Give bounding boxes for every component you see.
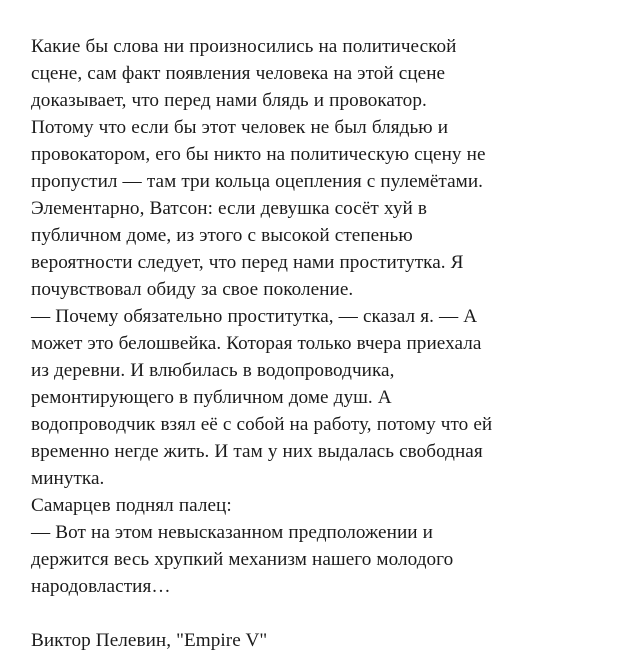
quote-line: публичном доме, из этого с высокой степенью [31, 225, 413, 246]
quote-line: — Вот на этом невысказанном предположении и [31, 522, 433, 543]
quote-line: — Почему обязательно проститутка, — сказал я. — А [31, 306, 478, 327]
quote-line: Потому что если бы этот человек не был блядью и [31, 117, 449, 138]
quote-line: сцене, сам факт появления человека на этой сцене [31, 63, 446, 84]
quote-line: может это белошвейка. Которая только вчера приехала [31, 333, 482, 354]
quote-text-block [31, 33, 616, 654]
quote-line: водопроводчик взял её с собой на работу, потому что ей [31, 414, 493, 435]
quote-line: временно негде жить. И там у них выдалась свободная [31, 441, 483, 462]
quote-line: почувствовал обиду за свое поколение. [31, 279, 354, 300]
quote-line: вероятности следует, что перед нами проститутка. Я [31, 252, 464, 273]
quote-line: Элементарно, Ватсон: если девушка сосёт хуй в [31, 198, 427, 219]
quote-line: минутка. [31, 468, 105, 489]
quote-line: пропустил — там три кольца оцепления с пулемётами. [31, 171, 484, 192]
quote-line: ремонтирующего в публичном доме душ. А [31, 387, 392, 408]
quote-line: из деревни. И влюбилась в водопроводчика, [31, 360, 395, 381]
paragraph-spacer [31, 600, 616, 627]
quote-line: народовластия… [31, 576, 171, 597]
quote-line: доказывает, что перед нами блядь и провокатор. [31, 90, 427, 111]
quote-attribution: Виктор Пелевин, "Empire V" [31, 630, 268, 651]
quote-line: Самарцев поднял палец: [31, 495, 232, 516]
quote-line: провокатором, его бы никто на политическую сцену не [31, 144, 486, 165]
quote-line: Какие бы слова ни произносились на политической [31, 36, 457, 57]
quote-line: держится весь хрупкий механизм нашего молодого [31, 549, 454, 570]
